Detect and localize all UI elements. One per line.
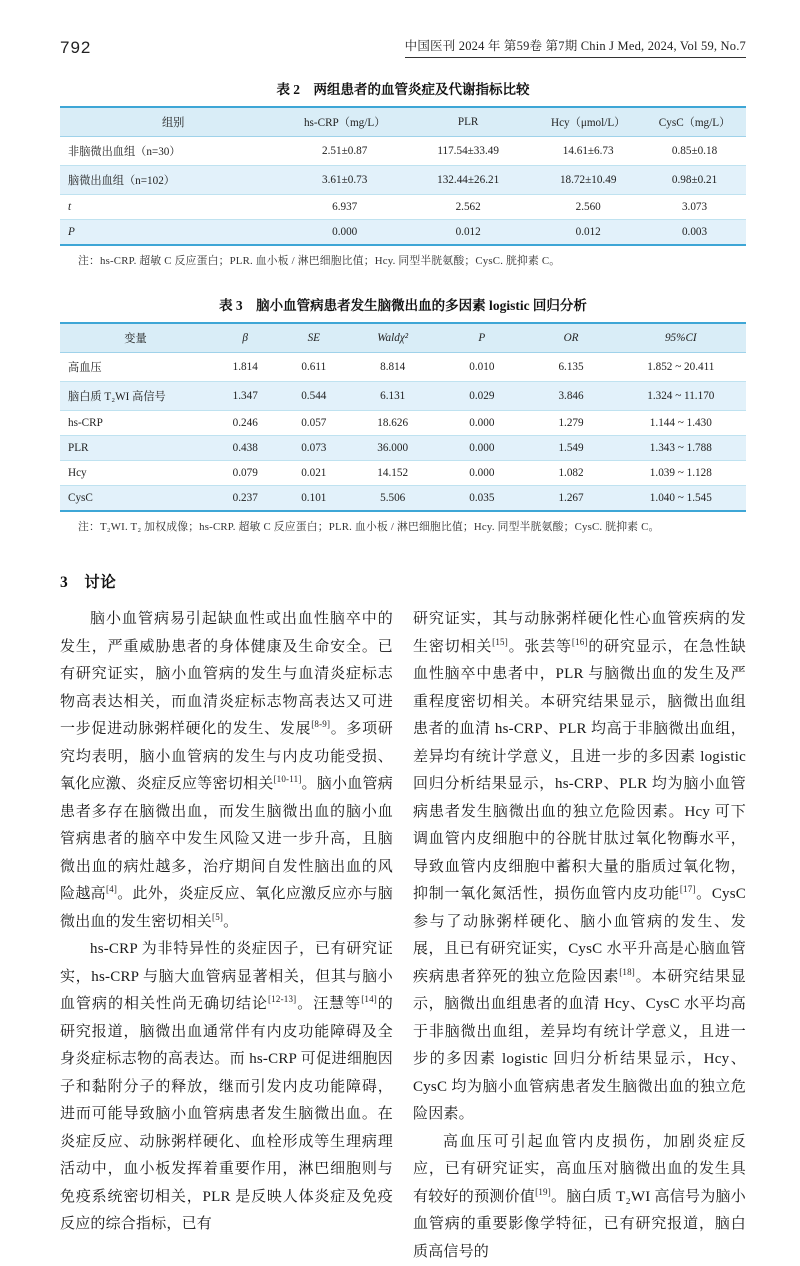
- table-row: [60, 436, 746, 461]
- table-row: [60, 195, 746, 220]
- value-cell: 1.549: [526, 436, 615, 461]
- value-cell: 6.131: [348, 382, 437, 411]
- value-cell: 18.626: [348, 411, 437, 436]
- value-cell: 1.267: [526, 486, 615, 512]
- row-label-cell: 脑白质 T₂WI 高信号: [60, 382, 211, 411]
- table-row: [60, 382, 746, 411]
- value-cell: 0.85±0.18: [643, 137, 746, 166]
- value-cell: 0.003: [643, 220, 746, 246]
- value-cell: 18.72±10.49: [533, 166, 643, 195]
- column-header: P: [437, 323, 526, 353]
- column-header: 变量: [60, 323, 211, 353]
- column-header: Hcy（μmol/L）: [533, 107, 643, 137]
- section-heading-discussion: 3 讨论: [60, 570, 746, 592]
- row-label-cell: CysC: [60, 486, 211, 512]
- page-number: 792: [60, 38, 91, 58]
- value-cell: 1.279: [526, 411, 615, 436]
- left-column: [60, 606, 393, 1266]
- value-cell: 0.012: [533, 220, 643, 246]
- column-header: OR: [526, 323, 615, 353]
- body-paragraph: 研究证实，其与动脉粥样硬化性心血管疾病的发生密切相关[15]。张芸等[16]的研究显示，在急性缺血性脑卒中患者中，PLR 与脑微出血的发生及严重程度密切相关。本研究结果显示，脑微出血组患者的血清 hs-CRP、PLR 均高于非脑微出血组，差异均有统计学意义，且进一步的多因素 logistic 回归分析结果显示，hs-CRP、PLR 均为脑小血管病患者发生脑微出血的独立危险因素。Hcy 可下调血管内皮细胞中的谷胱甘肽过氧化物酶水平，导致血管内皮细胞中蓄积大量的脂质过氧化物，抑制一氧化氮活性，损伤血管内皮功能[17]。CysC 参与了动脉粥样硬化、脑小血管病的发生、发展，且已有研究证实，CysC 水平升高是心脑血管疾病患者猝死的独立危险因素[18]。本研究结果显示，脑微出血组患者的血清 Hcy、CysC 水平均高于非脑微出血组，差异均有统计学意义，且进一步的多因素 logistic 回归分析结果显示，Hcy、CysC 均为脑小血管病患者发生脑微出血的独立危险因素。: [413, 606, 746, 1129]
- value-cell: 0.438: [211, 436, 280, 461]
- page-header: [60, 0, 746, 58]
- value-cell: 36.000: [348, 436, 437, 461]
- value-cell: 2.562: [403, 195, 533, 220]
- value-cell: 1.082: [526, 461, 615, 486]
- column-header: Waldχ²: [348, 323, 437, 353]
- value-cell: 1.324 ~ 11.170: [616, 382, 746, 411]
- column-header: β: [211, 323, 280, 353]
- value-cell: 1.343 ~ 1.788: [616, 436, 746, 461]
- value-cell: 2.51±0.87: [286, 137, 403, 166]
- value-cell: 0.073: [280, 436, 349, 461]
- value-cell: 0.000: [286, 220, 403, 246]
- table2: [60, 106, 746, 246]
- value-cell: 0.079: [211, 461, 280, 486]
- row-label-cell: hs-CRP: [60, 411, 211, 436]
- value-cell: 0.544: [280, 382, 349, 411]
- value-cell: 14.152: [348, 461, 437, 486]
- table-row: [60, 166, 746, 195]
- value-cell: 0.000: [437, 436, 526, 461]
- value-cell: 0.021: [280, 461, 349, 486]
- column-header: SE: [280, 323, 349, 353]
- value-cell: 5.506: [348, 486, 437, 512]
- table2-title: 表 2 两组患者的血管炎症及代谢指标比较: [60, 78, 746, 98]
- column-header: 组别: [60, 107, 286, 137]
- value-cell: 0.035: [437, 486, 526, 512]
- value-cell: 14.61±6.73: [533, 137, 643, 166]
- row-label-cell: P: [60, 220, 286, 246]
- value-cell: 0.000: [437, 461, 526, 486]
- value-cell: 3.846: [526, 382, 615, 411]
- value-cell: 6.135: [526, 353, 615, 382]
- body-paragraph: 脑小血管病易引起缺血性或出血性脑卒中的发生，严重威胁患者的身体健康及生命安全。已有研究证实，脑小血管病的发生与血清炎症标志物高表达相关，而血清炎症标志物高表达又可进一步促进动脉粥样硬化的发生、发展[8-9]。多项研究均表明，脑小血管病的发生与内皮功能受损、氧化应激、炎症反应等密切相关[10-11]。脑小血管病患者多存在脑微出血，而发生脑微出血的脑小血管病患者的脑卒中发生风险又进一步升高，且脑微出血的病灶越多，治疗期间自发性脑出血的风险越高[4]。此外，炎症反应、氧化应激反应亦与脑微出血的发生密切相关[5]。: [60, 606, 393, 936]
- table-row: [60, 137, 746, 166]
- value-cell: 0.057: [280, 411, 349, 436]
- value-cell: 117.54±33.49: [403, 137, 533, 166]
- row-label-cell: 脑微出血组（n=102）: [60, 166, 286, 195]
- value-cell: 0.237: [211, 486, 280, 512]
- value-cell: 1.814: [211, 353, 280, 382]
- value-cell: 1.039 ~ 1.128: [616, 461, 746, 486]
- row-label-cell: Hcy: [60, 461, 211, 486]
- column-header: PLR: [403, 107, 533, 137]
- value-cell: 2.560: [533, 195, 643, 220]
- table3-note: 注：T₂WI. T₂ 加权成像；hs-CRP. 超敏 C 反应蛋白；PLR. 血小板 / 淋巴细胞比值；Hcy. 同型半胱氨酸；CysC. 胱抑素 C。: [78, 519, 746, 534]
- table2-note: 注：hs-CRP. 超敏 C 反应蛋白；PLR. 血小板 / 淋巴细胞比值；Hcy. 同型半胱氨酸；CysC. 胱抑素 C。: [78, 253, 746, 268]
- value-cell: 0.246: [211, 411, 280, 436]
- row-label-cell: PLR: [60, 436, 211, 461]
- body-paragraph: hs-CRP 为非特异性的炎症因子，已有研究证实，hs-CRP 与脑大血管病显著相关，但其与脑小血管病的相关性尚无确切结论[12-13]。汪慧等[14]的研究报道，脑微出血通常伴有内皮功能障碍及全身炎症标志物的高表达。而 hs-CRP 可促进细胞因子和黏附分子的释放，继而引发内皮功能障碍，进而可能导致脑小血管病患者发生脑微出血。在炎症反应、动脉粥样硬化、血栓形成等生理病理活动中，血小板发挥着重要作用，淋巴细胞则与免疫系统密切相关，PLR 是反映人体炎症及免疫反应的综合指标，已有: [60, 936, 393, 1239]
- table-row: [60, 461, 746, 486]
- table3-title: 表 3 脑小血管病患者发生脑微出血的多因素 logistic 回归分析: [60, 294, 746, 314]
- value-cell: 1.347: [211, 382, 280, 411]
- value-cell: 0.012: [403, 220, 533, 246]
- table-row: [60, 486, 746, 512]
- table-row: [60, 353, 746, 382]
- value-cell: 6.937: [286, 195, 403, 220]
- value-cell: 1.040 ~ 1.545: [616, 486, 746, 512]
- value-cell: 0.101: [280, 486, 349, 512]
- row-label-cell: 非脑微出血组（n=30）: [60, 137, 286, 166]
- value-cell: 8.814: [348, 353, 437, 382]
- journal-header-line: 中国医刊 2024 年 第59卷 第7期 Chin J Med, 2024, Vol 59, No.7: [405, 36, 746, 58]
- table3: [60, 322, 746, 512]
- value-cell: 0.611: [280, 353, 349, 382]
- value-cell: 3.073: [643, 195, 746, 220]
- value-cell: 132.44±26.21: [403, 166, 533, 195]
- row-label-cell: 高血压: [60, 353, 211, 382]
- value-cell: 3.61±0.73: [286, 166, 403, 195]
- value-cell: 1.144 ~ 1.430: [616, 411, 746, 436]
- body-columns: [60, 606, 746, 1266]
- value-cell: 1.852 ~ 20.411: [616, 353, 746, 382]
- right-column: [413, 606, 746, 1266]
- value-cell: 0.010: [437, 353, 526, 382]
- table-row: [60, 411, 746, 436]
- value-cell: 0.98±0.21: [643, 166, 746, 195]
- column-header: hs-CRP（mg/L）: [286, 107, 403, 137]
- row-label-cell: t: [60, 195, 286, 220]
- column-header: 95%CI: [616, 323, 746, 353]
- body-paragraph: 高血压可引起血管内皮损伤，加剧炎症反应，已有研究证实，高血压对脑微出血的发生具有较好的预测价值[19]。脑白质 T₂WI 高信号为脑小血管病的重要影像学特征，已有研究报道，脑白质高信号的: [413, 1129, 746, 1266]
- value-cell: 0.000: [437, 411, 526, 436]
- value-cell: 0.029: [437, 382, 526, 411]
- page: [60, 0, 746, 1266]
- table-row: [60, 220, 746, 246]
- column-header: CysC（mg/L）: [643, 107, 746, 137]
